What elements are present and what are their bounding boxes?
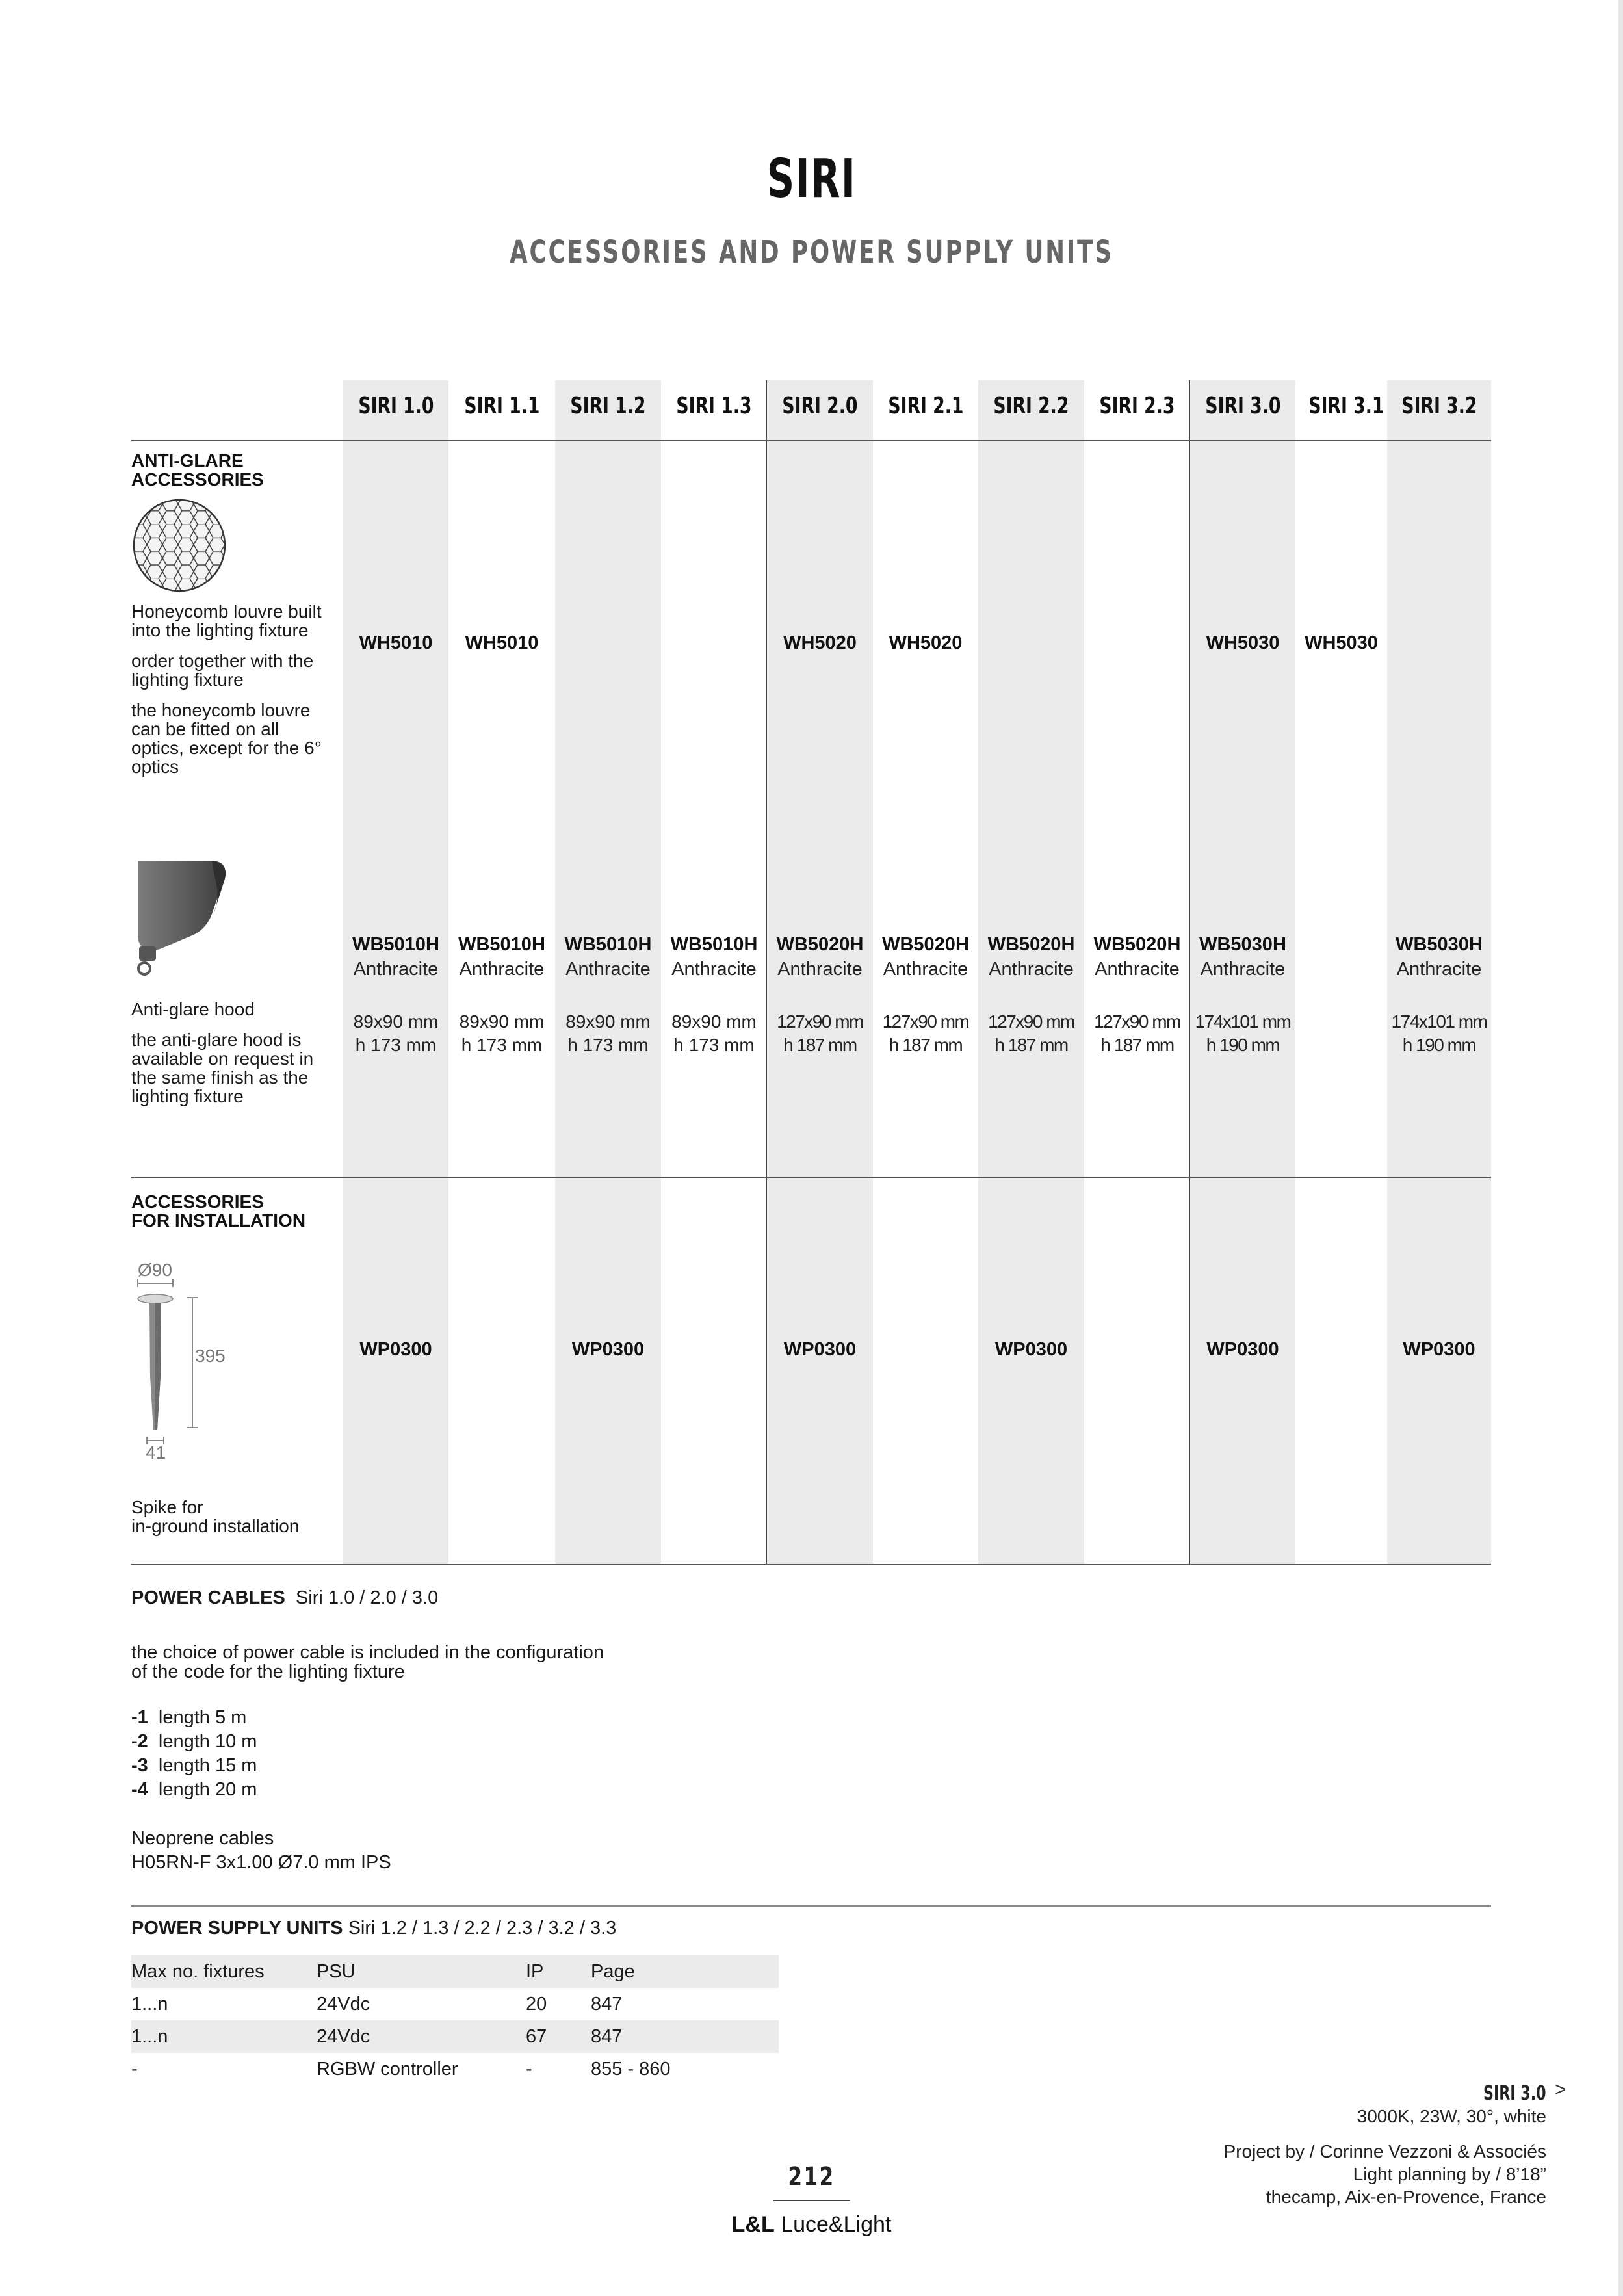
column-header: SIRI 1.0 bbox=[358, 393, 434, 419]
hood-finish: Anthracite bbox=[989, 959, 1074, 980]
hood-code: WB5020H bbox=[776, 934, 864, 955]
spike-diameter-label: Ø90 bbox=[138, 1260, 172, 1280]
honeycomb-code: WH5010 bbox=[465, 633, 539, 653]
column-header: SIRI 2.0 bbox=[782, 393, 858, 419]
spike-code: WP0300 bbox=[359, 1339, 432, 1360]
honeycomb-description: Honeycomb louvre built into the lighting fixture order together with the lighting fixture the honeycomb louvre can be fitted on all optics, except for the 6° optics bbox=[131, 601, 322, 777]
hood-dimensions: 89x90 mm h 173 mm bbox=[459, 1011, 545, 1055]
page-number: 212 bbox=[788, 2162, 835, 2192]
cable-length-item: -3 length 15 m bbox=[131, 1755, 257, 1776]
column-header: SIRI 3.0 bbox=[1205, 393, 1280, 419]
hood-code: WB5020H bbox=[987, 934, 1075, 955]
hood-code: WB5010H bbox=[352, 934, 439, 955]
hood-code: WB5010H bbox=[670, 934, 758, 955]
next-arrow-icon[interactable]: > bbox=[1555, 2079, 1566, 2100]
ground-spike-image bbox=[130, 1279, 201, 1448]
spike-code: WP0300 bbox=[571, 1339, 645, 1360]
table-row: - RGBW controller - 855 - 860 bbox=[131, 2058, 671, 2080]
hood-dimensions: 127x90 mm h 187 mm bbox=[1094, 1011, 1180, 1055]
hood-code: WB5030H bbox=[1199, 934, 1286, 955]
honeycomb-code: WH5030 bbox=[1305, 633, 1378, 653]
column-header: SIRI 3.2 bbox=[1401, 393, 1477, 419]
hood-finish: Anthracite bbox=[1396, 959, 1482, 980]
honeycomb-code: WH5010 bbox=[359, 633, 433, 653]
honeycomb-louvre-image bbox=[131, 497, 227, 594]
column-header: SIRI 1.2 bbox=[570, 393, 646, 419]
hood-dimensions: 174x101 mm h 190 mm bbox=[1195, 1011, 1291, 1055]
photo-credits: Project by / Corinne Vezzoni & Associés Light planning by / 8’18” thecamp, Aix-en-Provence, France bbox=[1223, 2141, 1546, 2207]
honeycomb-code: WH5020 bbox=[889, 633, 963, 653]
spike-height-label: 395 bbox=[195, 1346, 226, 1366]
power-cables-note: the choice of power cable is included in the configuration of the code for the lighting fixture bbox=[131, 1642, 604, 1682]
hood-label: Anti-glare hood bbox=[131, 999, 255, 1019]
table-header-cell: Max no. fixtures bbox=[131, 1955, 317, 1988]
hood-dimensions: 89x90 mm h 173 mm bbox=[565, 1011, 651, 1055]
header-rule bbox=[131, 440, 1491, 441]
honeycomb-code: WH5020 bbox=[783, 633, 857, 653]
hood-finish: Anthracite bbox=[353, 959, 439, 980]
page-edge-strip bbox=[1618, 0, 1623, 2296]
hood-dimensions: 174x101 mm h 190 mm bbox=[1391, 1011, 1487, 1055]
hood-dimensions: 89x90 mm h 173 mm bbox=[671, 1011, 757, 1055]
section-rule bbox=[131, 1905, 1491, 1907]
section-rule bbox=[131, 1564, 1491, 1565]
spike-description: Spike for in-ground installation bbox=[131, 1497, 300, 1536]
hood-code: WB5030H bbox=[1396, 934, 1483, 955]
table-header-cell: IP bbox=[526, 1955, 591, 1988]
hood-finish: Anthracite bbox=[1095, 959, 1180, 980]
footer-rule bbox=[773, 2200, 850, 2201]
hood-code: WB5010H bbox=[564, 934, 652, 955]
anti-glare-section-title: ANTI-GLARE ACCESSORIES bbox=[131, 450, 264, 489]
cable-length-item: -4 length 20 m bbox=[131, 1779, 257, 1800]
hood-dimensions: 127x90 mm h 187 mm bbox=[988, 1011, 1074, 1055]
spike-code: WP0300 bbox=[994, 1339, 1068, 1360]
hood-finish: Anthracite bbox=[1200, 959, 1286, 980]
photo-caption-spec: 3000K, 23W, 30°, white bbox=[1357, 2106, 1546, 2126]
honeycomb-code: WH5030 bbox=[1206, 633, 1280, 653]
hood-code: WB5010H bbox=[458, 934, 545, 955]
table-header-cell: Page bbox=[591, 1955, 779, 1988]
brand-logo: L&L Luce&Light bbox=[731, 2212, 892, 2237]
anti-glare-hood-image bbox=[130, 857, 234, 990]
power-supply-table bbox=[131, 1955, 779, 2085]
spike-width-label: 41 bbox=[146, 1442, 166, 1463]
column-header: SIRI 2.3 bbox=[1099, 393, 1175, 419]
page-subtitle: ACCESSORIES AND POWER SUPPLY UNITS bbox=[510, 234, 1113, 270]
photo-caption-product: SIRI 3.0 bbox=[1483, 2082, 1546, 2105]
spike-code: WP0300 bbox=[1403, 1339, 1475, 1360]
column-header: SIRI 2.1 bbox=[888, 393, 963, 419]
table-header-row bbox=[131, 1955, 779, 1988]
hood-finish: Anthracite bbox=[671, 959, 757, 980]
cable-length-list bbox=[131, 1706, 257, 1802]
hood-dimensions: 89x90 mm h 173 mm bbox=[353, 1011, 439, 1055]
hood-finish: Anthracite bbox=[777, 959, 863, 980]
hood-dimensions: 127x90 mm h 187 mm bbox=[777, 1011, 863, 1055]
column-header: SIRI 1.1 bbox=[464, 393, 539, 419]
column-header: SIRI 1.3 bbox=[676, 393, 752, 419]
table-row: 1...n 24Vdc 67 847 bbox=[131, 2020, 779, 2053]
hood-finish: Anthracite bbox=[883, 959, 968, 980]
column-header: SIRI 2.2 bbox=[993, 393, 1069, 419]
spike-code: WP0300 bbox=[1206, 1339, 1279, 1360]
hood-code: WB5020H bbox=[882, 934, 969, 955]
hood-finish: Anthracite bbox=[459, 959, 545, 980]
hood-dimensions: 127x90 mm h 187 mm bbox=[882, 1011, 969, 1055]
spike-code: WP0300 bbox=[783, 1339, 857, 1360]
section-rule bbox=[131, 1177, 1491, 1178]
power-cables-heading: POWER CABLES Siri 1.0 / 2.0 / 3.0 bbox=[131, 1587, 439, 1608]
power-supply-heading: POWER SUPPLY UNITS Siri 1.2 / 1.3 / 2.2 / 2.3 / 3.2 / 3.3 bbox=[131, 1918, 617, 1938]
hood-description: Anti-glare hood the anti-glare hood is available on request in the same finish as the lighting fixture bbox=[131, 1000, 333, 1117]
page-title: SIRI bbox=[766, 148, 857, 210]
installation-section-title: ACCESSORIES FOR INSTALLATION bbox=[131, 1192, 306, 1231]
column-header: SIRI 3.1 bbox=[1308, 393, 1384, 419]
table-row: 1...n 24Vdc 20 847 bbox=[131, 1993, 623, 2015]
table-header-cell: PSU bbox=[317, 1955, 526, 1988]
cable-length-item: -1 length 5 m bbox=[131, 1707, 247, 1728]
cable-length-item: -2 length 10 m bbox=[131, 1731, 257, 1752]
cable-spec: Neoprene cables H05RN-F 3x1.00 Ø7.0 mm IPS bbox=[131, 1828, 391, 1873]
hood-finish: Anthracite bbox=[565, 959, 651, 980]
hood-code: WB5020H bbox=[1093, 934, 1181, 955]
